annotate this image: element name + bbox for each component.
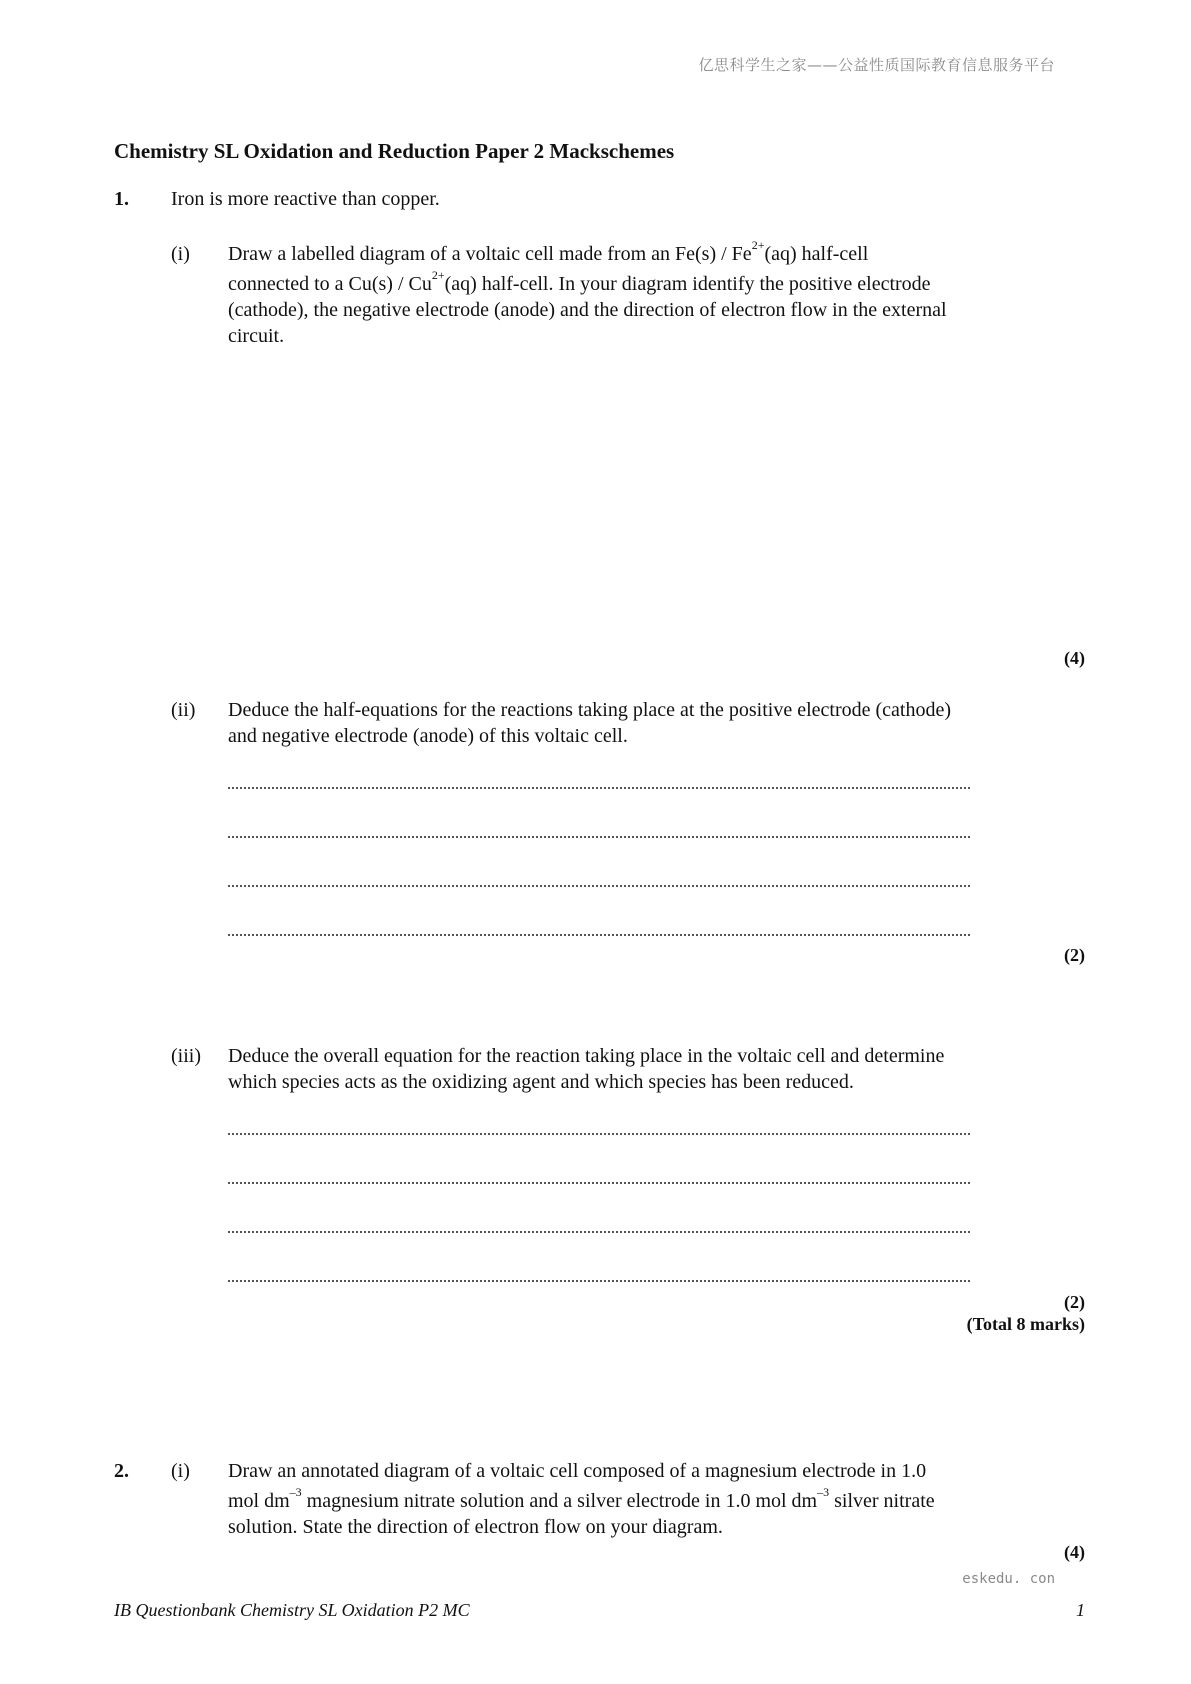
q1-part-i-line3: (cathode), the negative electrode (anode) and the direction of electron flow in the external — [228, 299, 947, 321]
answer-line[interactable] — [228, 1276, 970, 1282]
q1-part-iii-label: (iii) — [171, 1045, 201, 1067]
footer-source: IB Questionbank Chemistry SL Oxidation P2 MC — [114, 1600, 470, 1620]
q1-part-i-text — [228, 238, 1048, 349]
q1-part-ii-line2: and negative electrode (anode) of this voltaic cell. — [228, 725, 628, 747]
answer-line[interactable] — [228, 1178, 970, 1184]
q1-part-ii-label: (ii) — [171, 699, 196, 721]
answer-line[interactable] — [228, 930, 970, 936]
header-site-name: 亿思科学生之家——公益性质国际教育信息服务平台 — [698, 56, 1055, 74]
q2-part-i-marks: (4) — [1064, 1542, 1085, 1562]
answer-line[interactable] — [228, 1227, 970, 1233]
q1-part-ii-text — [228, 697, 1068, 749]
question-1-number: 1. — [114, 188, 129, 210]
page-title: Chemistry SL Oxidation and Reduction Paper 2 Mackschemes — [114, 139, 675, 163]
q1-part-iii-text — [228, 1043, 1068, 1095]
q1-part-i-line4: circuit. — [228, 325, 285, 347]
q2-part-i-line3: solution. State the direction of electron flow on your diagram. — [228, 1516, 723, 1538]
answer-line[interactable] — [228, 783, 970, 789]
answer-line[interactable] — [228, 832, 970, 838]
q1-part-ii-marks: (2) — [1064, 945, 1085, 965]
answer-line[interactable] — [228, 881, 970, 887]
q1-part-i-line1: Draw a labelled diagram of a voltaic cell made from an $Fe(s) / Fe^{2+}(aq)$ half-cell — [228, 238, 869, 265]
page-number: 1 — [1076, 1600, 1085, 1620]
q1-total-marks: (Total 8 marks) — [966, 1314, 1085, 1334]
q1-part-i-marks: (4) — [1064, 648, 1085, 668]
answer-line[interactable] — [228, 1129, 970, 1135]
q2-part-i-line1: Draw an annotated diagram of a voltaic cell composed of a magnesium electrode in 1.0 — [228, 1460, 927, 1482]
q1-part-iii-line1: Deduce the overall equation for the reaction taking place in the voltaic cell and determine — [228, 1045, 945, 1067]
q1-part-i-label: (i) — [171, 243, 190, 265]
q1-part-iii-line2: which species acts as the oxidizing agent and which species has been reduced. — [228, 1071, 854, 1093]
q1-part-iii-marks: (2) — [1064, 1292, 1085, 1312]
q2-part-i-label: (i) — [171, 1460, 190, 1482]
q2-part-i-text — [228, 1458, 1078, 1540]
question-1-stem: Iron is more reactive than copper. — [171, 188, 440, 210]
q2-part-i-line2: mol $dm^{-3}$ magnesium nitrate solution and a silver electrode in 1.0 mol $dm^{-3}$ silver nitrate — [228, 1485, 935, 1512]
question-2-number: 2. — [114, 1460, 129, 1482]
footer-watermark: eskedu. con — [962, 1571, 1055, 1587]
q1-part-ii-line1: Deduce the half-equations for the reactions taking place at the positive electrode (cathode) — [228, 699, 952, 721]
q1-part-i-line2: connected to a $Cu(s) / Cu^{2+}(aq)$ half-cell. In your diagram identify the positive electrode — [228, 268, 931, 295]
